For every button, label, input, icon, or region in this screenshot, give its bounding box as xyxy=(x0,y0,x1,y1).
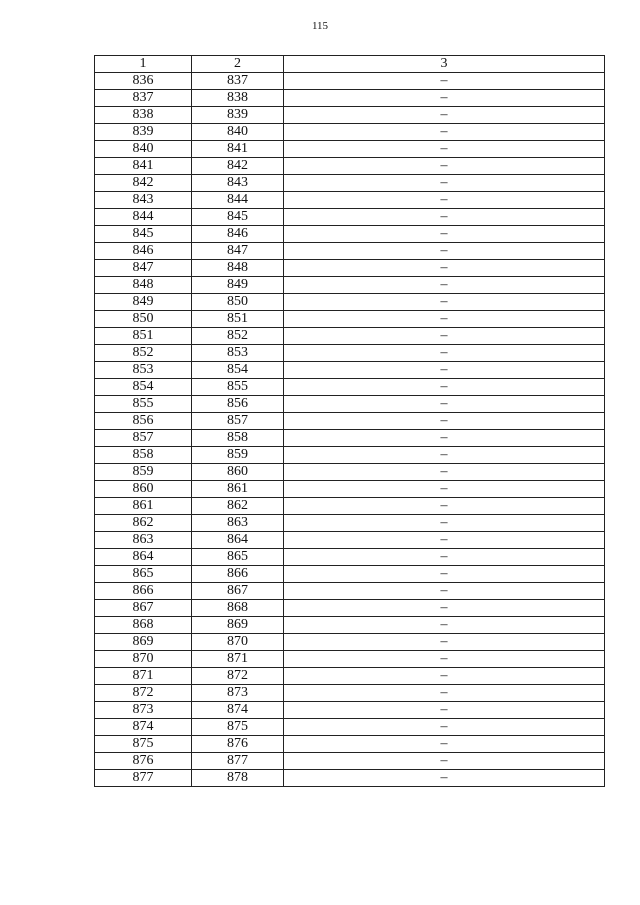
table-row xyxy=(95,192,605,209)
table-row xyxy=(95,566,605,583)
cell-col-1: 852 xyxy=(95,345,192,362)
cell-col-1: 840 xyxy=(95,141,192,158)
cell-col-3: – xyxy=(284,549,605,566)
table-row xyxy=(95,141,605,158)
cell-col-3: – xyxy=(284,73,605,90)
table-row xyxy=(95,498,605,515)
cell-col-3: – xyxy=(284,583,605,600)
cell-col-1: 870 xyxy=(95,651,192,668)
cell-col-2: 861 xyxy=(192,481,284,498)
column-header-1: 1 xyxy=(95,56,192,73)
cell-col-2: 850 xyxy=(192,294,284,311)
cell-col-1: 843 xyxy=(95,192,192,209)
table-row xyxy=(95,328,605,345)
table-row xyxy=(95,515,605,532)
cell-col-1: 846 xyxy=(95,243,192,260)
cell-col-2: 859 xyxy=(192,447,284,464)
table-body xyxy=(95,73,605,787)
cell-col-3: – xyxy=(284,345,605,362)
table-row xyxy=(95,481,605,498)
cell-col-3: – xyxy=(284,498,605,515)
cell-col-3: – xyxy=(284,702,605,719)
cell-col-1: 868 xyxy=(95,617,192,634)
cell-col-3: – xyxy=(284,294,605,311)
cell-col-1: 875 xyxy=(95,736,192,753)
cell-col-3: – xyxy=(284,90,605,107)
cell-col-1: 853 xyxy=(95,362,192,379)
cell-col-1: 837 xyxy=(95,90,192,107)
table-row xyxy=(95,396,605,413)
header-row xyxy=(95,56,605,73)
cell-col-1: 866 xyxy=(95,583,192,600)
cell-col-2: 837 xyxy=(192,73,284,90)
cell-col-2: 862 xyxy=(192,498,284,515)
table-row xyxy=(95,362,605,379)
cell-col-2: 854 xyxy=(192,362,284,379)
cell-col-1: 863 xyxy=(95,532,192,549)
cell-col-2: 839 xyxy=(192,107,284,124)
table-row xyxy=(95,447,605,464)
cell-col-1: 856 xyxy=(95,413,192,430)
cell-col-3: – xyxy=(284,515,605,532)
cell-col-1: 851 xyxy=(95,328,192,345)
cell-col-1: 857 xyxy=(95,430,192,447)
cell-col-2: 857 xyxy=(192,413,284,430)
cell-col-2: 843 xyxy=(192,175,284,192)
cell-col-3: – xyxy=(284,277,605,294)
cell-col-2: 849 xyxy=(192,277,284,294)
cell-col-3: – xyxy=(284,566,605,583)
cell-col-2: 874 xyxy=(192,702,284,719)
table-row xyxy=(95,668,605,685)
table-row xyxy=(95,430,605,447)
cell-col-2: 844 xyxy=(192,192,284,209)
cell-col-3: – xyxy=(284,141,605,158)
cell-col-1: 871 xyxy=(95,668,192,685)
column-header-3: 3 xyxy=(284,56,605,73)
cell-col-1: 855 xyxy=(95,396,192,413)
table-row xyxy=(95,685,605,702)
cell-col-2: 853 xyxy=(192,345,284,362)
cell-col-3: – xyxy=(284,736,605,753)
cell-col-2: 863 xyxy=(192,515,284,532)
table-row xyxy=(95,226,605,243)
cell-col-3: – xyxy=(284,481,605,498)
cell-col-2: 865 xyxy=(192,549,284,566)
cell-col-1: 872 xyxy=(95,685,192,702)
cell-col-3: – xyxy=(284,753,605,770)
table-row xyxy=(95,736,605,753)
column-header-2: 2 xyxy=(192,56,284,73)
cell-col-1: 862 xyxy=(95,515,192,532)
cell-col-3: – xyxy=(284,379,605,396)
cell-col-1: 841 xyxy=(95,158,192,175)
cell-col-2: 872 xyxy=(192,668,284,685)
table-row xyxy=(95,549,605,566)
cell-col-3: – xyxy=(284,260,605,277)
cell-col-1: 836 xyxy=(95,73,192,90)
cell-col-3: – xyxy=(284,311,605,328)
cell-col-2: 842 xyxy=(192,158,284,175)
cell-col-2: 851 xyxy=(192,311,284,328)
cell-col-1: 869 xyxy=(95,634,192,651)
cell-col-2: 867 xyxy=(192,583,284,600)
cell-col-3: – xyxy=(284,464,605,481)
cell-col-1: 873 xyxy=(95,702,192,719)
cell-col-2: 869 xyxy=(192,617,284,634)
cell-col-1: 849 xyxy=(95,294,192,311)
cell-col-1: 850 xyxy=(95,311,192,328)
cell-col-2: 855 xyxy=(192,379,284,396)
cell-col-1: 874 xyxy=(95,719,192,736)
table-row xyxy=(95,634,605,651)
cell-col-3: – xyxy=(284,617,605,634)
table-row xyxy=(95,90,605,107)
cell-col-1: 860 xyxy=(95,481,192,498)
cell-col-1: 848 xyxy=(95,277,192,294)
table-row xyxy=(95,107,605,124)
cell-col-1: 854 xyxy=(95,379,192,396)
table-row xyxy=(95,73,605,90)
cell-col-3: – xyxy=(284,124,605,141)
table-row xyxy=(95,583,605,600)
cell-col-3: – xyxy=(284,107,605,124)
data-table xyxy=(94,55,605,787)
cell-col-3: – xyxy=(284,413,605,430)
cell-col-2: 838 xyxy=(192,90,284,107)
cell-col-1: 838 xyxy=(95,107,192,124)
cell-col-1: 859 xyxy=(95,464,192,481)
cell-col-1: 845 xyxy=(95,226,192,243)
table-row xyxy=(95,209,605,226)
cell-col-1: 877 xyxy=(95,770,192,787)
cell-col-3: – xyxy=(284,719,605,736)
cell-col-3: – xyxy=(284,430,605,447)
cell-col-2: 860 xyxy=(192,464,284,481)
table-row xyxy=(95,719,605,736)
cell-col-1: 858 xyxy=(95,447,192,464)
cell-col-3: – xyxy=(284,175,605,192)
cell-col-1: 876 xyxy=(95,753,192,770)
cell-col-3: – xyxy=(284,209,605,226)
table-header xyxy=(95,56,605,73)
cell-col-2: 846 xyxy=(192,226,284,243)
table-row xyxy=(95,600,605,617)
cell-col-3: – xyxy=(284,447,605,464)
table-row xyxy=(95,277,605,294)
cell-col-3: – xyxy=(284,532,605,549)
cell-col-2: 858 xyxy=(192,430,284,447)
cell-col-2: 852 xyxy=(192,328,284,345)
table-row xyxy=(95,651,605,668)
cell-col-2: 856 xyxy=(192,396,284,413)
cell-col-3: – xyxy=(284,770,605,787)
table-row xyxy=(95,753,605,770)
cell-col-2: 847 xyxy=(192,243,284,260)
cell-col-2: 840 xyxy=(192,124,284,141)
cell-col-3: – xyxy=(284,600,605,617)
table-row xyxy=(95,158,605,175)
cell-col-2: 875 xyxy=(192,719,284,736)
table-row xyxy=(95,413,605,430)
cell-col-2: 877 xyxy=(192,753,284,770)
table-row xyxy=(95,260,605,277)
cell-col-2: 876 xyxy=(192,736,284,753)
cell-col-3: – xyxy=(284,634,605,651)
cell-col-3: – xyxy=(284,668,605,685)
table-row xyxy=(95,770,605,787)
cell-col-1: 839 xyxy=(95,124,192,141)
cell-col-2: 873 xyxy=(192,685,284,702)
cell-col-1: 865 xyxy=(95,566,192,583)
cell-col-2: 868 xyxy=(192,600,284,617)
cell-col-3: – xyxy=(284,158,605,175)
table-row xyxy=(95,345,605,362)
cell-col-3: – xyxy=(284,192,605,209)
table-row xyxy=(95,243,605,260)
page-number: 115 xyxy=(311,20,329,32)
cell-col-3: – xyxy=(284,243,605,260)
cell-col-2: 864 xyxy=(192,532,284,549)
cell-col-3: – xyxy=(284,328,605,345)
cell-col-1: 864 xyxy=(95,549,192,566)
cell-col-3: – xyxy=(284,685,605,702)
table-row xyxy=(95,379,605,396)
table-row xyxy=(95,702,605,719)
cell-col-2: 845 xyxy=(192,209,284,226)
cell-col-2: 866 xyxy=(192,566,284,583)
cell-col-3: – xyxy=(284,226,605,243)
cell-col-2: 848 xyxy=(192,260,284,277)
cell-col-3: – xyxy=(284,651,605,668)
cell-col-3: – xyxy=(284,396,605,413)
cell-col-3: – xyxy=(284,362,605,379)
table-row xyxy=(95,124,605,141)
table-row xyxy=(95,464,605,481)
table-row xyxy=(95,532,605,549)
cell-col-2: 841 xyxy=(192,141,284,158)
cell-col-1: 847 xyxy=(95,260,192,277)
cell-col-1: 842 xyxy=(95,175,192,192)
cell-col-1: 867 xyxy=(95,600,192,617)
table-row xyxy=(95,311,605,328)
table-row xyxy=(95,294,605,311)
cell-col-1: 844 xyxy=(95,209,192,226)
table-row xyxy=(95,617,605,634)
cell-col-2: 871 xyxy=(192,651,284,668)
cell-col-2: 870 xyxy=(192,634,284,651)
cell-col-1: 861 xyxy=(95,498,192,515)
cell-col-2: 878 xyxy=(192,770,284,787)
table-row xyxy=(95,175,605,192)
